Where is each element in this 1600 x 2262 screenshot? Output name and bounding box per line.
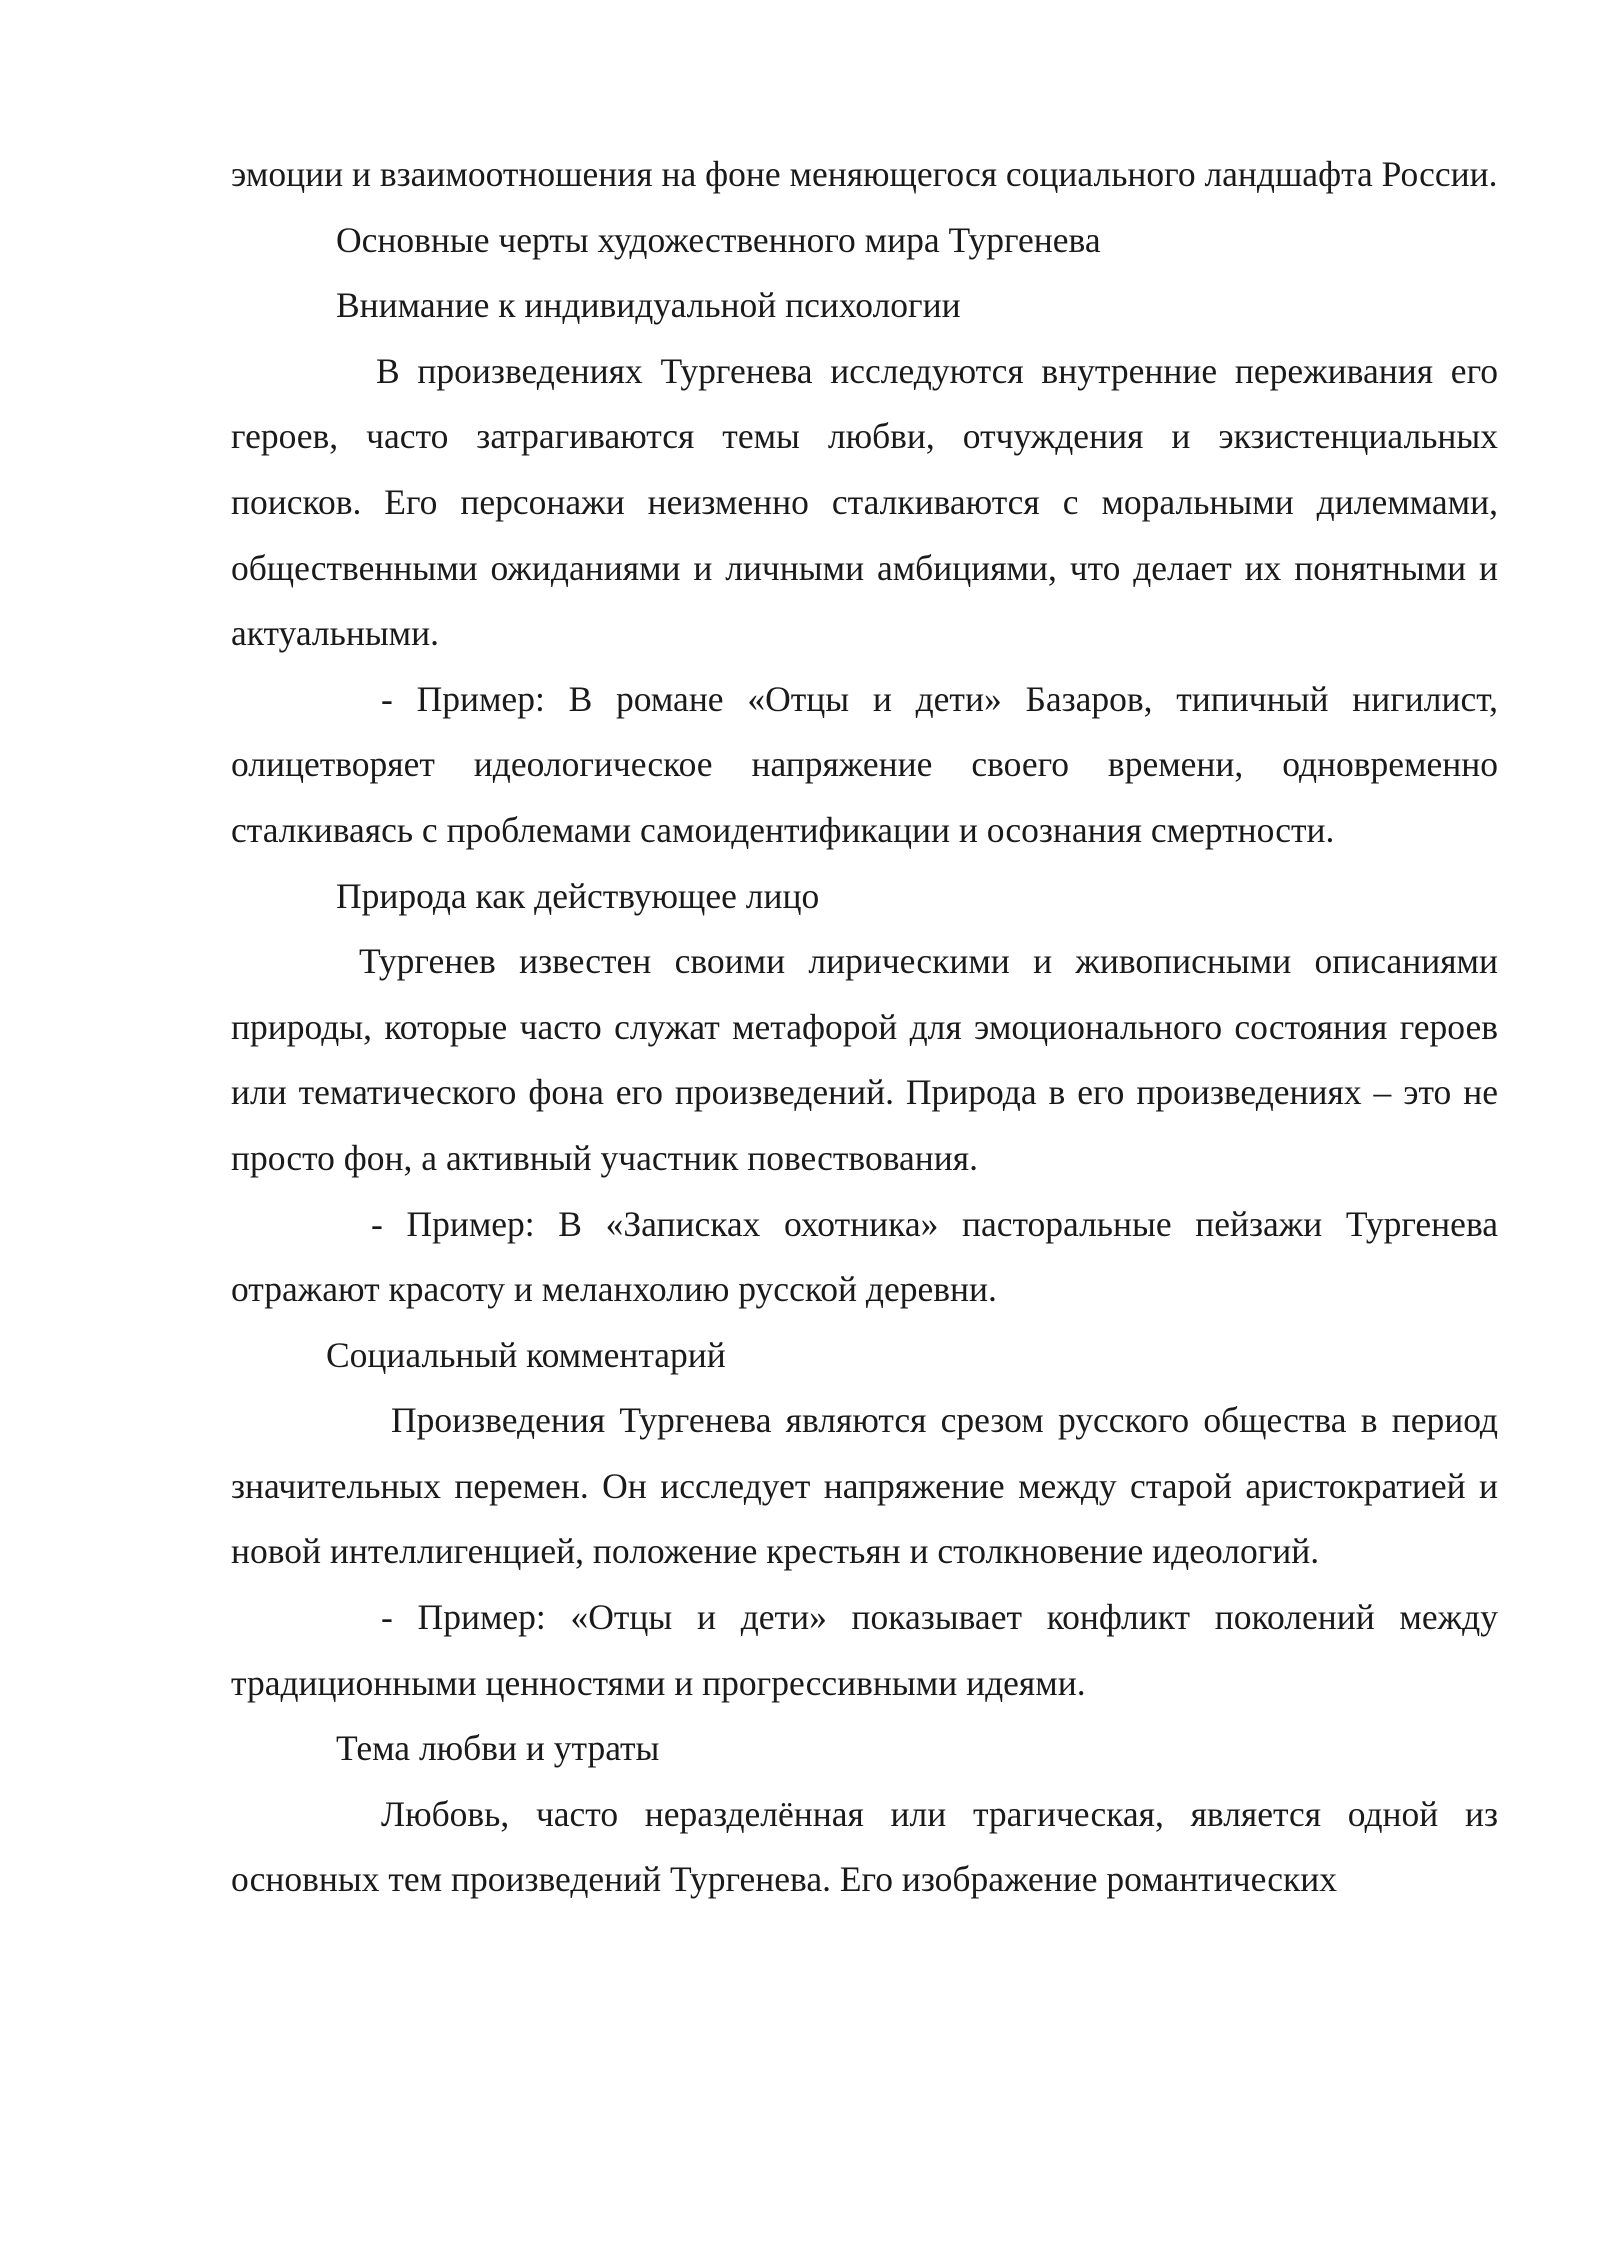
example-paragraph: - Пример: В романе «Отцы и дети» Базаров, типичный нигилист, олицетворяет идеологическое напряжение своего времени, одновременно сталкиваясь с проблемами самоидентификации и осознания смертности. — [231, 678, 1498, 850]
paragraph: В произведениях Тургенева исследуются внутренние переживания его героев, часто затрагиваются темы любви, отчуждения и экзистенциальных поисков. Его персонажи неизменно сталкиваются с моральными дилеммами, общественными ожиданиями и личными амбициями, что делает их понятными и актуальными. — [231, 350, 1498, 654]
subsection-heading: Природа как действующее лицо — [336, 875, 820, 916]
paragraph: Тургенев известен своими лирическими и живописными описаниями природы, которые часто служат метафорой для эмоционального состояния героев или тематического фона его произведений. Природа в его произведениях – это не просто фон, а активный участник повествования. — [231, 941, 1498, 1178]
paragraph: Любовь, часто неразделённая или трагическая, является одной из основных тем произведений Тургенева. Его изображение романтических — [231, 1793, 1498, 1900]
example-paragraph: - Пример: «Отцы и дети» показывает конфликт поколений между традиционными ценностями и прогрессивными идеями. — [231, 1597, 1498, 1703]
subsection-heading: Внимание к индивидуальной психологии — [336, 285, 961, 326]
paragraph: Произведения Тургенева являются срезом русского общества в период значительных перемен. Он исследует напряжение между старой аристократией и новой интеллигенцией, положение крестьян и столкновение идеологий. — [231, 1400, 1498, 1572]
subsection-heading: Тема любви и утраты — [336, 1728, 660, 1769]
section-heading: Основные черты художественного мира Тургенева — [336, 219, 1101, 260]
paragraph-continuation: эмоции и взаимоотношения на фоне меняющегося социального ландшафта России. — [231, 154, 1498, 194]
subsection-heading: Социальный комментарий — [326, 1334, 726, 1375]
example-paragraph: - Пример: В «Записках охотника» пасторальные пейзажи Тургенева отражают красоту и меланхолию русской деревни. — [231, 1203, 1498, 1310]
document-body — [231, 142, 1498, 1913]
